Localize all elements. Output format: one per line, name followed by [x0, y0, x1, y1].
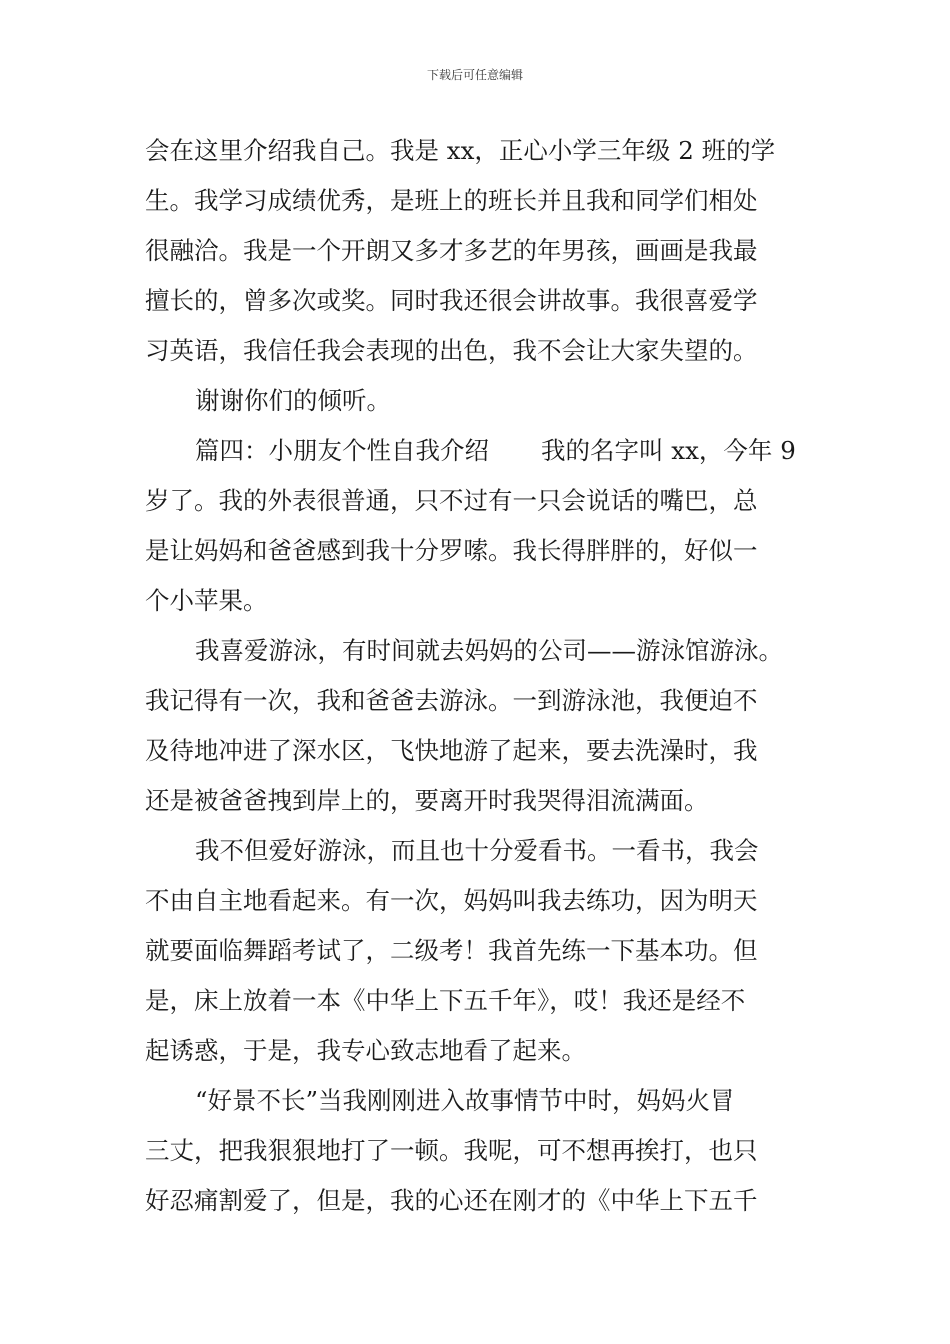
text-line: 很融洽。我是一个开朗又多才多艺的年男孩，画画是我最	[145, 236, 758, 265]
text-line: 是，床上放着一本《中华上下五千年》，哎！我还是经不	[145, 986, 746, 1015]
page-header: 下载后可任意编辑	[426, 68, 523, 82]
text-line: 我记得有一次，我和爸爸去游泳。一到游泳池，我便迫不	[145, 686, 758, 715]
text-line: 我不但爱好游泳，而且也十分爱看书。一看书，我会	[195, 836, 759, 865]
text-line: 起诱惑，于是，我专心致志地看了起来。	[145, 1036, 586, 1065]
document-body	[145, 126, 807, 1226]
text-line: “好景不长”当我刚刚进入故事情节中时，妈妈火冒	[195, 1086, 735, 1115]
section-heading: 篇四：小朋友个性自我介绍	[195, 436, 489, 465]
text-line: 是让妈妈和爸爸感到我十分罗嗦。我长得胖胖的，好似一	[145, 536, 758, 565]
text-line: 习英语，我信任我会表现的出色，我不会让大家失望的。	[145, 336, 758, 365]
text-line: 不由自主地看起来。有一次，妈妈叫我去练功，因为明天	[145, 886, 758, 915]
text-line: 谢谢你们的倾听。	[195, 386, 391, 415]
text-line: 擅长的，曾多次或奖。同时我还很会讲故事。我很喜爱学	[145, 286, 758, 315]
text-line: 我喜爱游泳，有时间就去妈妈的公司——游泳馆游泳。	[195, 636, 783, 665]
text-line: 个小苹果。	[145, 586, 268, 615]
text-line: 会在这里介绍我自己。我是 xx，正心小学三年级 2 班的学	[145, 136, 776, 165]
text-line: 就要面临舞蹈考试了，二级考！我首先练一下基本功。但	[145, 936, 758, 965]
text-line: 好忍痛割爱了，但是，我的心还在刚才的《中华上下五千	[145, 1186, 758, 1215]
text-line: 还是被爸爸拽到岸上的，要离开时我哭得泪流满面。	[145, 786, 709, 815]
text-line: 三丈，把我狠狠地打了一顿。我呢，可不想再挨打，也只	[145, 1136, 758, 1165]
text-line: 岁了。我的外表很普通，只不过有一只会说话的嘴巴，总	[145, 486, 758, 515]
text-line: 及待地冲进了深水区，飞快地游了起来，要去洗澡时，我	[145, 736, 758, 765]
section-heading-line	[145, 426, 807, 476]
text-line: 生。我学习成绩优秀，是班上的班长并且我和同学们相处	[145, 186, 758, 215]
section-first-sentence: 我的名字叫 xx，今年 9	[541, 436, 796, 465]
